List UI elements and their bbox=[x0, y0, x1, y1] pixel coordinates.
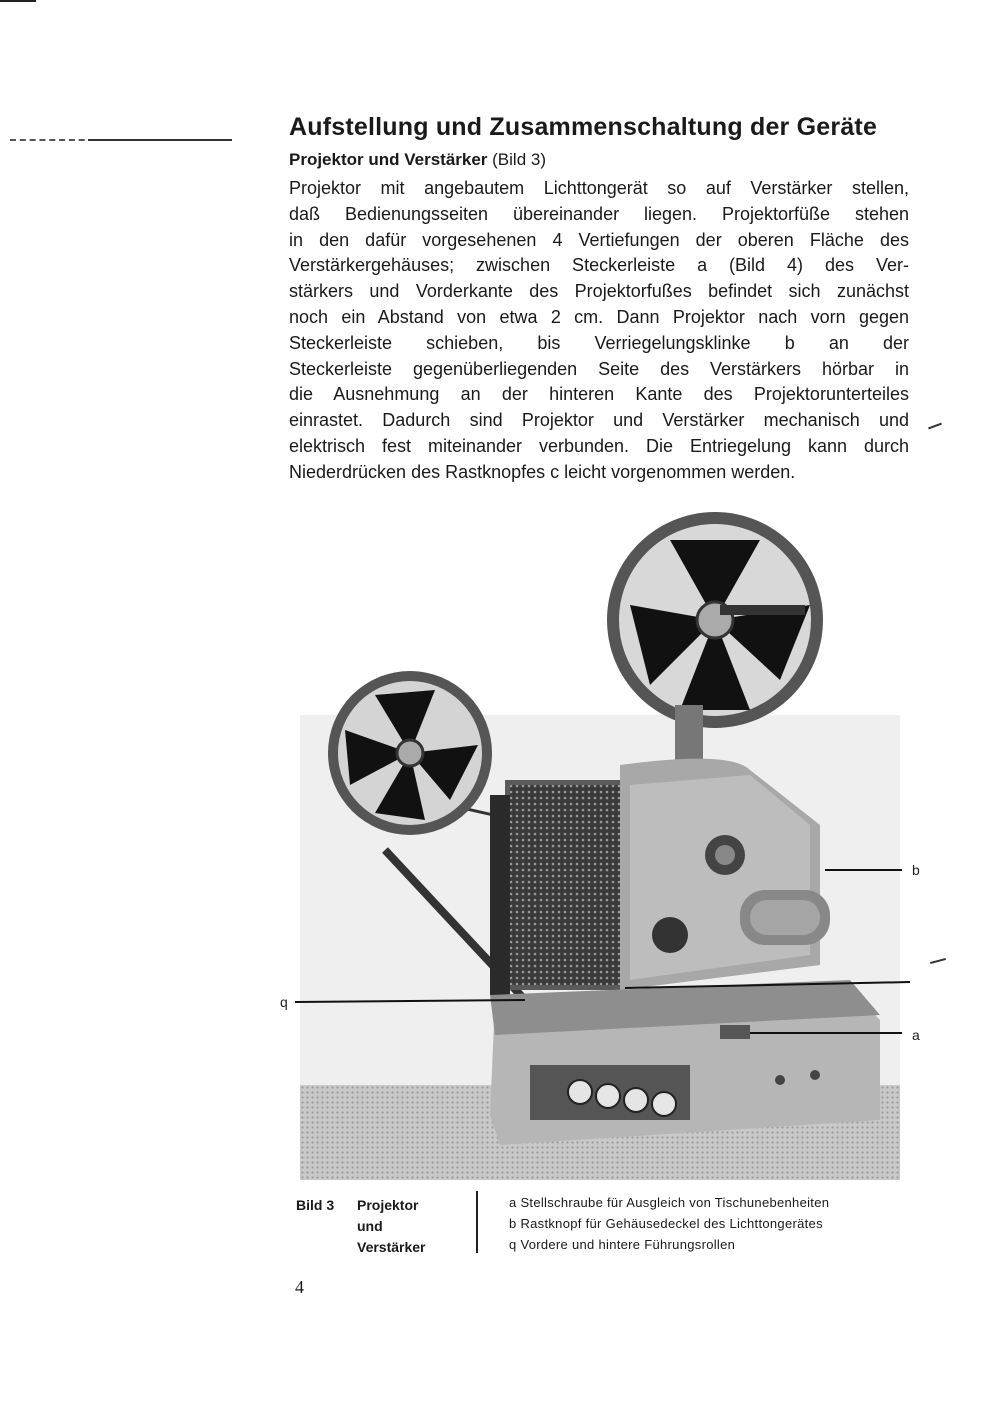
callout-label-a: a bbox=[912, 1027, 920, 1043]
scan-speck bbox=[928, 423, 942, 430]
margin-rule-solid bbox=[88, 139, 232, 141]
body-line: Steckerleiste gegenüberliegenden Seite des Verstärkers hörbar in bbox=[289, 358, 909, 379]
subtitle-bold: Projektor und Verstärker bbox=[289, 150, 488, 169]
body-line: Niederdrücken des Rastknopfes c leicht vorgenommen werden. bbox=[289, 461, 796, 482]
legend-item: a Stellschraube für Ausgleich von Tischunebenheiten bbox=[509, 1195, 830, 1210]
caption-divider bbox=[476, 1191, 478, 1253]
body-line: Projektor mit angebautem Lichttongerät so auf Verstärker stellen, bbox=[289, 178, 909, 198]
subtitle-figure-ref: (Bild 3) bbox=[487, 150, 546, 169]
callout-label-b: b bbox=[912, 862, 920, 878]
corner-mark bbox=[0, 0, 36, 2]
body-line: Verstärkergehäuses; zwischen Steckerleiste a (Bild 4) des Ver- bbox=[289, 255, 909, 276]
page-number: 4 bbox=[295, 1277, 304, 1297]
body-line: einrastet. Dadurch sind Projektor und Verstärker mechanisch und bbox=[289, 410, 909, 431]
body-line: noch ein Abstand von etwa 2 cm. Dann Projektor nach vorn gegen bbox=[289, 306, 909, 327]
body-line: elektrisch fest miteinander verbunden. Die Entriegelung kann durch bbox=[289, 435, 909, 456]
figure-title-line: Projektor bbox=[357, 1197, 419, 1213]
figure-title-line: Verstärker bbox=[357, 1239, 426, 1255]
callout-label-q: q bbox=[280, 994, 288, 1010]
section-subtitle bbox=[289, 150, 546, 170]
body-line: in den dafür vorgesehenen 4 Vertiefungen der oberen Fläche des bbox=[289, 229, 909, 250]
figure-title-line: und bbox=[357, 1218, 383, 1234]
body-line: die Ausnehmung an der hinteren Kante des Projektorunterteiles bbox=[289, 384, 909, 405]
body-line: stärkers und Vorderkante des Projektorfußes befindet sich zunächst bbox=[289, 281, 909, 302]
lamp-housing bbox=[490, 780, 625, 995]
front-reel bbox=[328, 671, 492, 835]
body-paragraph bbox=[289, 176, 909, 486]
projector-photo bbox=[250, 495, 950, 1195]
rear-reel bbox=[607, 512, 823, 728]
page-title: Aufstellung und Zusammenschaltung der Geräte bbox=[289, 113, 878, 141]
legend-item: q Vordere und hintere Führungsrollen bbox=[509, 1237, 736, 1252]
figure-number: Bild 3 bbox=[296, 1197, 335, 1213]
legend-item: b Rastknopf für Gehäusedeckel des Lichttongerätes bbox=[509, 1216, 823, 1231]
amplifier-base bbox=[490, 980, 880, 1145]
body-line: daß Bedienungsseiten übereinander liegen. Projektorfüße stehen bbox=[289, 203, 909, 224]
body-line: Steckerleiste schieben, bis Verriegelungsklinke b an der bbox=[289, 332, 909, 353]
figure-legend bbox=[509, 1192, 829, 1255]
figure-title bbox=[357, 1195, 477, 1258]
